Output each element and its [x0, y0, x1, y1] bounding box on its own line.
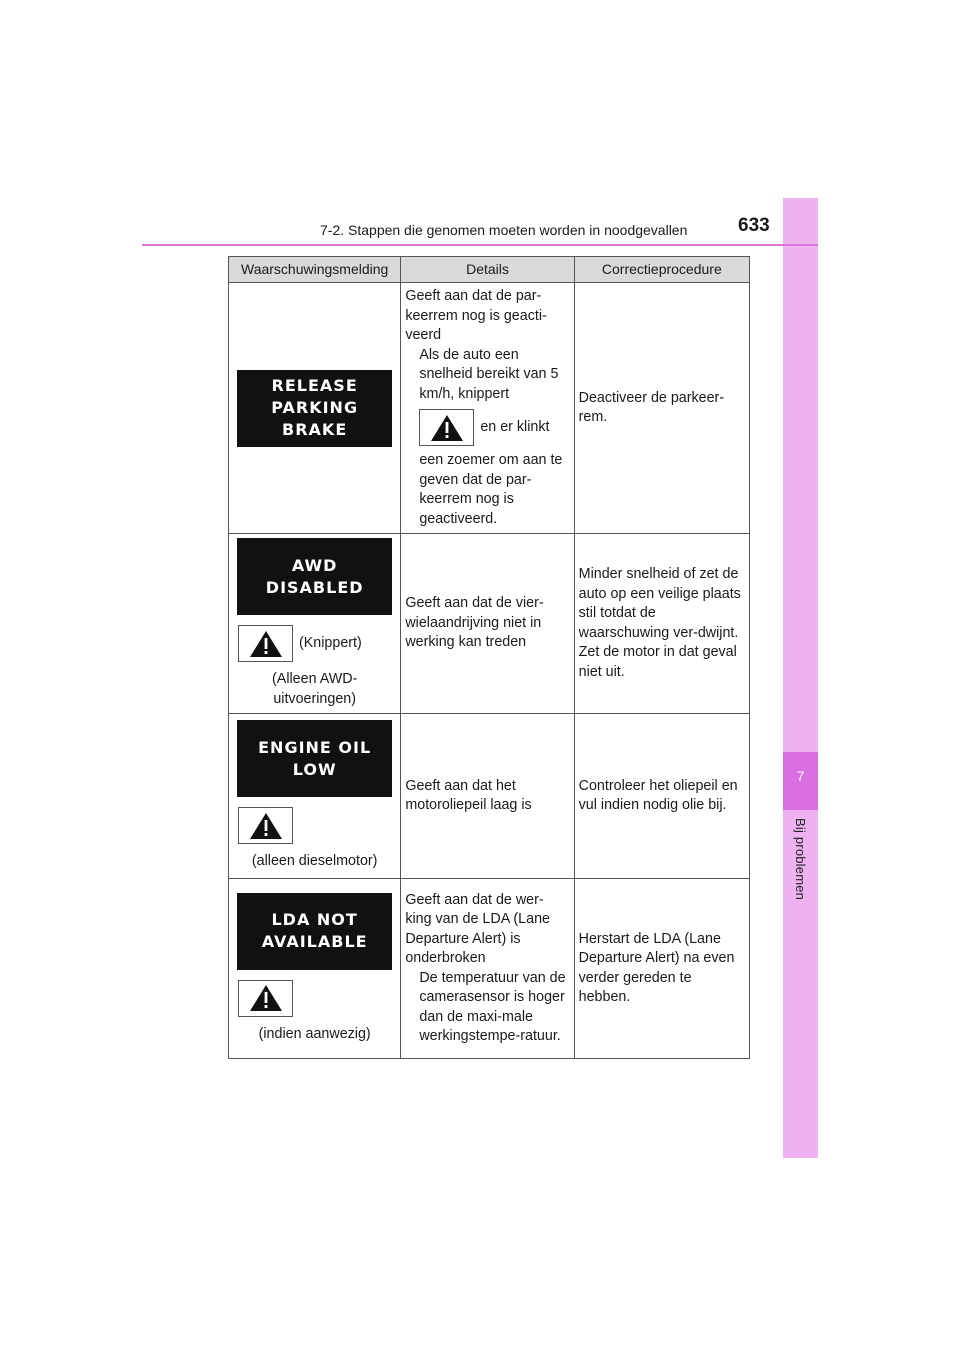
display-line: AVAILABLE: [261, 932, 368, 952]
model-note: (Alleen AWD-uitvoeringen): [272, 671, 358, 707]
inline-warning: [419, 409, 569, 446]
details-text: Geeft aan dat de wer-king van de LDA (Lane Departure Alert) is onderbroken: [405, 891, 550, 966]
table-row: [229, 283, 750, 534]
display-line: LDA NOT: [271, 910, 358, 930]
correction-cell: Minder snelheid of zet de auto op een veilige plaats stil totdat de waarschuwing ver-dwijnt. Zet de motor in dat geval niet uit.: [574, 534, 749, 714]
model-note: (indien aanwezig): [258, 1025, 371, 1042]
warning-table: [228, 256, 750, 1059]
correction-cell: Herstart de LDA (Lane Departure Alert) na even verder gereden te hebben.: [574, 879, 749, 1059]
message-display: [237, 538, 392, 615]
correction-cell: Controleer het oliepeil en vul indien nodig olie bij.: [574, 714, 749, 879]
details-subtext: De temperatuur van de camerasensor is hoger dan de maxi-male werkingstempe-ratuur.: [419, 969, 566, 1044]
warning-note: (Knippert): [299, 634, 362, 651]
chapter-side-tab: [783, 198, 818, 1158]
warning-note: en er klinkt: [480, 418, 550, 435]
warning-cell: [229, 714, 401, 879]
display-line: DISABLED: [265, 577, 364, 597]
warning-cell: [229, 534, 401, 714]
display-line: AWD: [291, 555, 338, 575]
warning-triangle-icon: [419, 409, 474, 446]
header-rule: [142, 244, 818, 246]
warning-indicator: [238, 625, 396, 662]
details-text: Geeft aan dat de par-keerrem nog is geacti-veerd: [405, 288, 547, 343]
message-display: [237, 370, 392, 447]
warning-cell: [229, 283, 401, 534]
warning-indicator: [238, 980, 396, 1017]
details-cell: [401, 879, 574, 1059]
display-line: RELEASE: [271, 376, 358, 395]
table-row: [229, 879, 750, 1059]
details-cell: Geeft aan dat het motoroliepeil laag is: [401, 714, 574, 879]
table-header-row: [229, 257, 750, 283]
details-subtext: Als de auto een snelheid bereikt van 5 km/h, knippert: [419, 346, 559, 402]
warning-cell: [229, 879, 401, 1059]
table-row: [229, 714, 750, 879]
chapter-label: Bij problemen: [793, 818, 808, 901]
chapter-number: 7: [796, 768, 805, 784]
column-header-correction: Correctieprocedure: [574, 257, 749, 283]
display-line: PARKING BRAKE: [271, 398, 359, 439]
message-display: [237, 893, 392, 970]
column-header-details: Details: [401, 257, 574, 283]
details-cell: Geeft aan dat de vier-wielaandrijving niet in werking kan treden: [401, 534, 574, 714]
details-subtext: een zoemer om aan te geven dat de par-keerrem nog is geactiveerd.: [419, 452, 563, 527]
warning-indicator: [238, 807, 396, 844]
warning-triangle-icon: [238, 807, 293, 844]
model-note: (alleen dieselmotor): [251, 853, 378, 870]
section-title: 7-2. Stappen die genomen moeten worden in noodgevallen: [320, 222, 688, 238]
display-line: LOW: [292, 759, 337, 779]
details-cell: [401, 283, 574, 534]
table-row: [229, 534, 750, 714]
column-header-warning: Waarschuwingsmelding: [229, 257, 401, 283]
display-line: ENGINE OIL: [258, 737, 372, 757]
warning-triangle-icon: [238, 625, 293, 662]
warning-triangle-icon: [238, 980, 293, 1017]
correction-cell: Deactiveer de parkeer-rem.: [574, 283, 749, 534]
page-number: 633: [738, 215, 770, 236]
message-display: [237, 720, 392, 797]
